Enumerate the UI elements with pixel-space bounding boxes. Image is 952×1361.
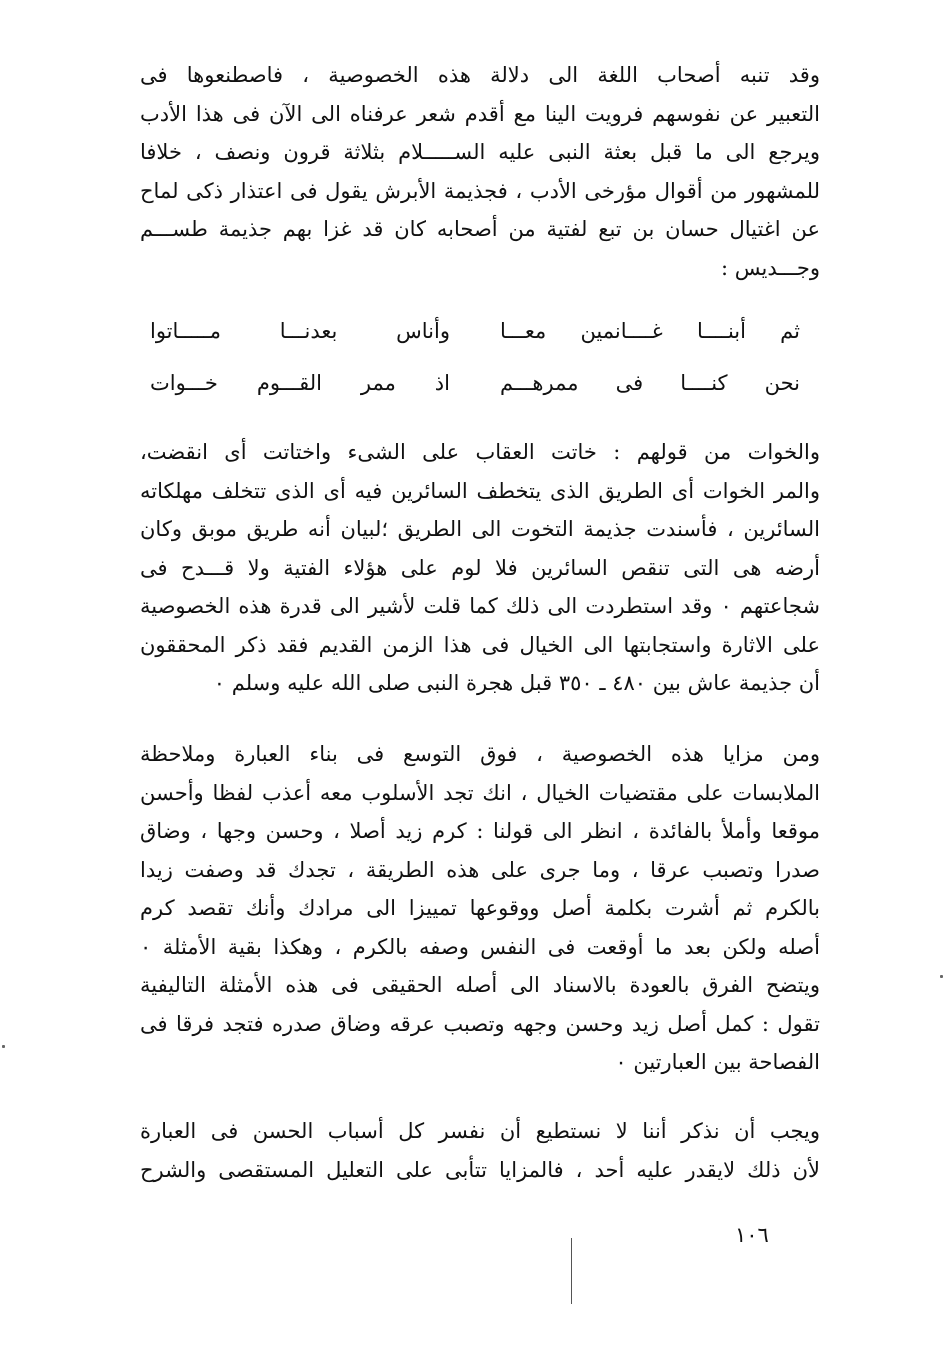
text-line: السائرين ، فأسندت جذيمة التخوت الى الطريق ؛لبيان أنه طريق موبق وكان (140, 517, 820, 541)
text-line: التعبير عن نفوسهم فرويت الينا مع أقدم شعر عرفناه الى الآن فى هذا الأدب (140, 101, 820, 126)
verse-first-hemistich: نحن كنــــا فى ممرهـــم (500, 371, 800, 395)
text-line: عن اغتيال حسان بن تبع لفتية من أصحابه كان قد غزا بهم جذيمة طســـم (140, 217, 820, 241)
text-line: الفصاحة بين العبارتين ٠ (615, 1050, 820, 1074)
scan-artifact-line (571, 1238, 572, 1304)
scan-speck (940, 975, 943, 978)
text-line: الملابسات على مقتضيات الخيال ، انك تجد الأسلوب معه أعذب لفظا وأحسن (140, 780, 820, 805)
poem-verse (150, 305, 800, 409)
text-line: على الاثارة واستجابتها الى الخيال فى هذا الزمن القديم فقد ذكر المحققون (140, 632, 820, 657)
text-line: لأن ذلك لايقدر عليه أحد ، فالمزايا تتأبى على التعليل المستقصى والشرح (140, 1157, 820, 1182)
text-line: أن جذيمة عاش بين ٤٨٠ ـ ٣٥٠ قبل هجرة النبى صلى الله عليه وسلم ٠ (213, 671, 820, 695)
paragraph-2 (140, 433, 820, 703)
scan-speck (2, 1045, 5, 1048)
paragraph-4 (140, 1112, 820, 1189)
verse-first-hemistich: ثم أبنــــا غــــانمين معـــا (500, 319, 800, 343)
text-line: للمشهور من أقوال مؤرخى الأدب ، فجذيمة الأبرش يقول فى اعتذار ذكى لماح (140, 178, 820, 203)
verse-line (150, 357, 800, 409)
text-line: ويرجع الى ما قبل بعثة النبى عليه الســـــلام بثلاثة قرون ونصف ، خلافا (140, 140, 820, 164)
text-line: بالكرم ثم أشرت بكلمة أصل ووقوعها تمييزا الى مرادك وأنك تقصد كرم (140, 896, 820, 920)
paragraph-1 (140, 56, 820, 287)
verse-second-hemistich: وأناس بعدنـــا مـــــاتوا (150, 319, 450, 343)
text-line: وقد تنبه أصحاب اللغة الى دلالة هذه الخصوصية ، فاصطنعوها فى (140, 63, 820, 87)
text-line: والمر الخوات أى الطريق الذى يتخطف السائرين فيه أى الذى تتخلف مهلكاته (140, 478, 820, 503)
text-line: صدرا وتصبب عرقا ، وما جرى على هذه الطريقة ، تجدك قد وصفت زيدا (140, 857, 820, 882)
text-line: تقول : كمل أصل زيد وحسن وجهه وتصبب عرقه وضاق صدره فتجد فرقا فى (140, 1011, 820, 1036)
paragraph-3 (140, 735, 820, 1082)
text-line: والخوات من قولهم : خاتت العقاب على الشىء واختاتت أى انقضت، (140, 440, 820, 464)
text-line: ويجب أن نذكر أننا لا نستطيع أن نفسر كل أسباب الحسن فى العبارة (140, 1119, 820, 1143)
text-line: أصله ولكن بعد ما أوقعت فى النفس وصفه بالكرم ، وهكذا بقية الأمثلة ٠ (140, 934, 820, 959)
text-line: وجـــديس : (721, 255, 820, 280)
text-line: ويتضح الفرق بالعودة بالاسناد الى أصله الحقيقى فى هذه الأمثلة التاليفية (140, 973, 820, 997)
text-line: ومن مزايا هذه الخصوصية ، فوق التوسع فى بناء العبارة وملاحظة (140, 742, 820, 766)
page-number: ١٠٦ (735, 1223, 769, 1247)
verse-line (150, 305, 800, 357)
text-line: شجاعتهم ٠ وقد استطردت الى ذلك كما قلت لأشير الى قدرة هذه الخصوصية (140, 594, 820, 618)
verse-second-hemistich: اذ ممر القـــوم خـــوات (150, 371, 450, 395)
text-line: موقعا وأملأ بالفائدة ، انظر الى قولنا : كرم زيد أصلا ، وحسن وجها ، وضاق (140, 819, 820, 843)
text-line: أرضه هى التى تنقص السائرين فلا لوم على هؤلاء الفتية ولا قـــدح فى (140, 555, 820, 580)
